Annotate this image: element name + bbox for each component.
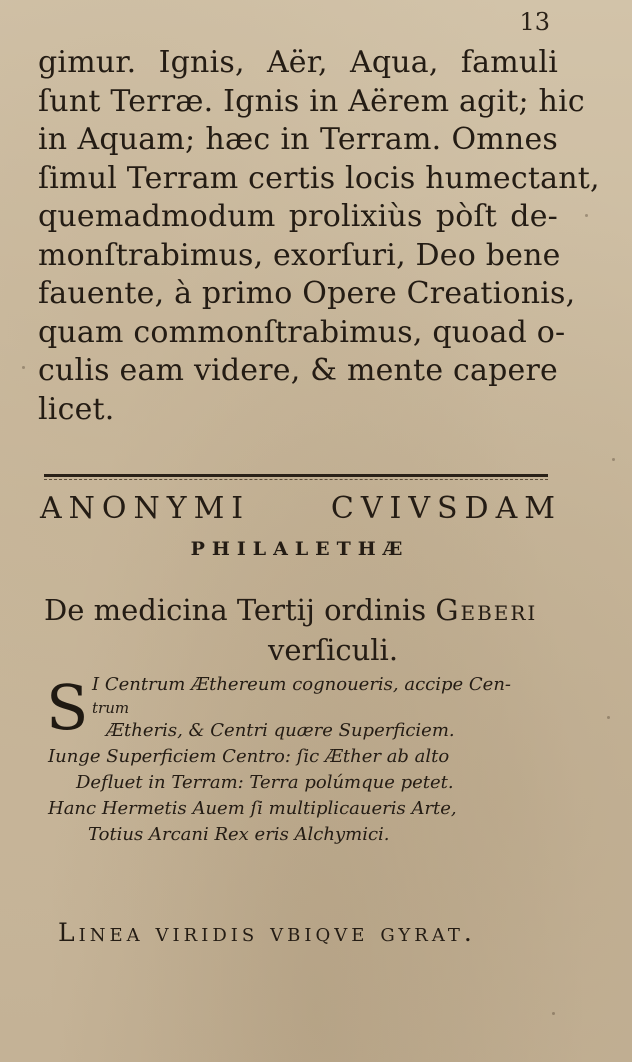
section-divider-rule	[44, 474, 548, 477]
section-title: ANONYMI CVIVSDAM	[40, 491, 562, 526]
poem-heading-author: Geberi	[435, 593, 538, 627]
verse-line: Defluet in Terram: Terra polúmque petet.	[76, 772, 454, 793]
paper-speck	[585, 214, 588, 217]
paper-speck	[607, 716, 610, 719]
body-line: ſimul Terram certis locis humectant,	[38, 160, 600, 196]
poem-heading	[44, 590, 564, 670]
verse-line: trum	[92, 699, 130, 717]
body-line: in Aquam; hæc in Terram. Omnes	[38, 122, 558, 157]
verse-line: Iunge Superficiem Centro: ſic Æther ab alto	[48, 746, 450, 767]
paper-speck	[552, 1012, 555, 1015]
body-line: monſtrabimus, exorſuri, Deo bene	[38, 237, 561, 273]
body-line: culis eam videre, & mente capere	[38, 353, 558, 388]
poem-heading-prefix: De medicina Tertij ordinis	[44, 593, 436, 627]
body-line: licet.	[38, 391, 115, 427]
page-number: 13	[519, 8, 550, 36]
closing-motto: Linea viridis vbiqve gyrat.	[58, 918, 476, 947]
section-divider-dashes	[44, 479, 548, 480]
body-line: quemadmodum prolixiùs pòſt de-	[38, 199, 558, 234]
section-subtitle: PHILALETHÆ	[190, 538, 410, 560]
body-line: fauente, à primo Opere Creationis,	[38, 276, 576, 311]
drop-cap-initial: S	[46, 671, 89, 744]
verse-line: Ætheris, & Centri quære Superficiem.	[106, 720, 455, 741]
body-line: quam commonſtrabimus, quoad o-	[38, 314, 566, 350]
body-line: gimur. Ignis, Aër, Aqua, famuli	[38, 45, 558, 80]
verse-block	[48, 672, 568, 848]
paper-speck	[612, 458, 615, 461]
verse-line: Hanc Hermetis Auem ſi multiplicaueris Arte,	[48, 798, 457, 819]
paper-speck	[22, 366, 25, 369]
body-line: ſunt Terræ. Ignis in Aërem agit; hic	[38, 83, 585, 119]
poem-heading-line1	[44, 590, 564, 630]
poem-heading-line2: verſiculi.	[267, 633, 399, 667]
verse-line: Totius Arcani Rex eris Alchymici.	[88, 824, 390, 845]
body-paragraph	[38, 44, 600, 429]
verse-line: I Centrum Æthereum cognoueris, accipe Cen-	[92, 674, 512, 695]
